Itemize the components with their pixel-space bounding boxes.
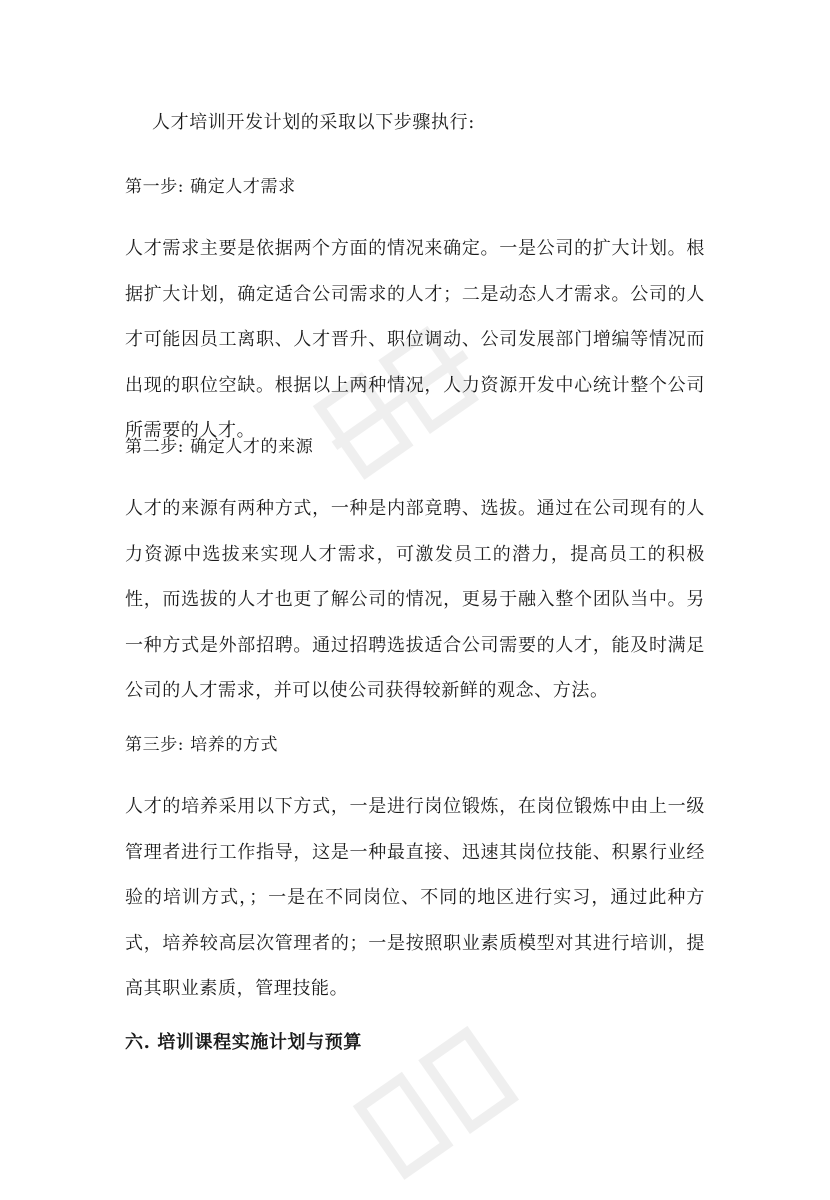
step-1-heading: 第一步: 确定人才需求 <box>125 177 296 197</box>
step-2-heading: 第二步: 确定人才的来源 <box>125 437 314 457</box>
step-3-paragraph: 人才的培养采用以下方式，一是进行岗位锻炼，在岗位锻炼中由上一级管理者进行工作指导，这是一种最直接、迅速其岗位技能、积累行业经验的培训方式，；一是在不同岗位、不同的地区进行实习，通过此种方式，培养较高层次管理者的；一是按照职业素质模型对其进行培训，提高其职业素质，管理技能。 <box>125 796 705 999</box>
step-1-paragraph: 人才需求主要是依据两个方面的情况来确定。一是公司的扩大计划。根据扩大计划，确定适合公司需求的人才；二是动态人才需求。公司的人才可能因员工离职、人才晋升、职位调动、公司发展部门增编等情况而出现的职位空缺。根据以上两种情况，人力资源开发中心统计整个公司所需要的人才。 <box>125 238 705 441</box>
section-title: 六. 培训课程实施计划与预算 <box>125 1032 362 1053</box>
intro-text: 人才培训开发计划的采取以下步骤执行: <box>152 112 475 133</box>
step-2-paragraph: 人才的来源有两种方式，一种是内部竟聘、选拔。通过在公司现有的人力资源中选拔来实现人才需求，可激发员工的潜力，提高员工的积极性，而选拔的人才也更了解公司的情况，更易于融入整个团队当中。另一种方式是外部招聘。通过招聘选拔适合公司需要的人才，能及时满足公司的人才需求，并可以使公司获得较新鲜的观念、方法。 <box>125 498 705 701</box>
watermark-icon <box>340 1000 540 1200</box>
step-3-heading: 第三步: 培养的方式 <box>125 735 279 755</box>
